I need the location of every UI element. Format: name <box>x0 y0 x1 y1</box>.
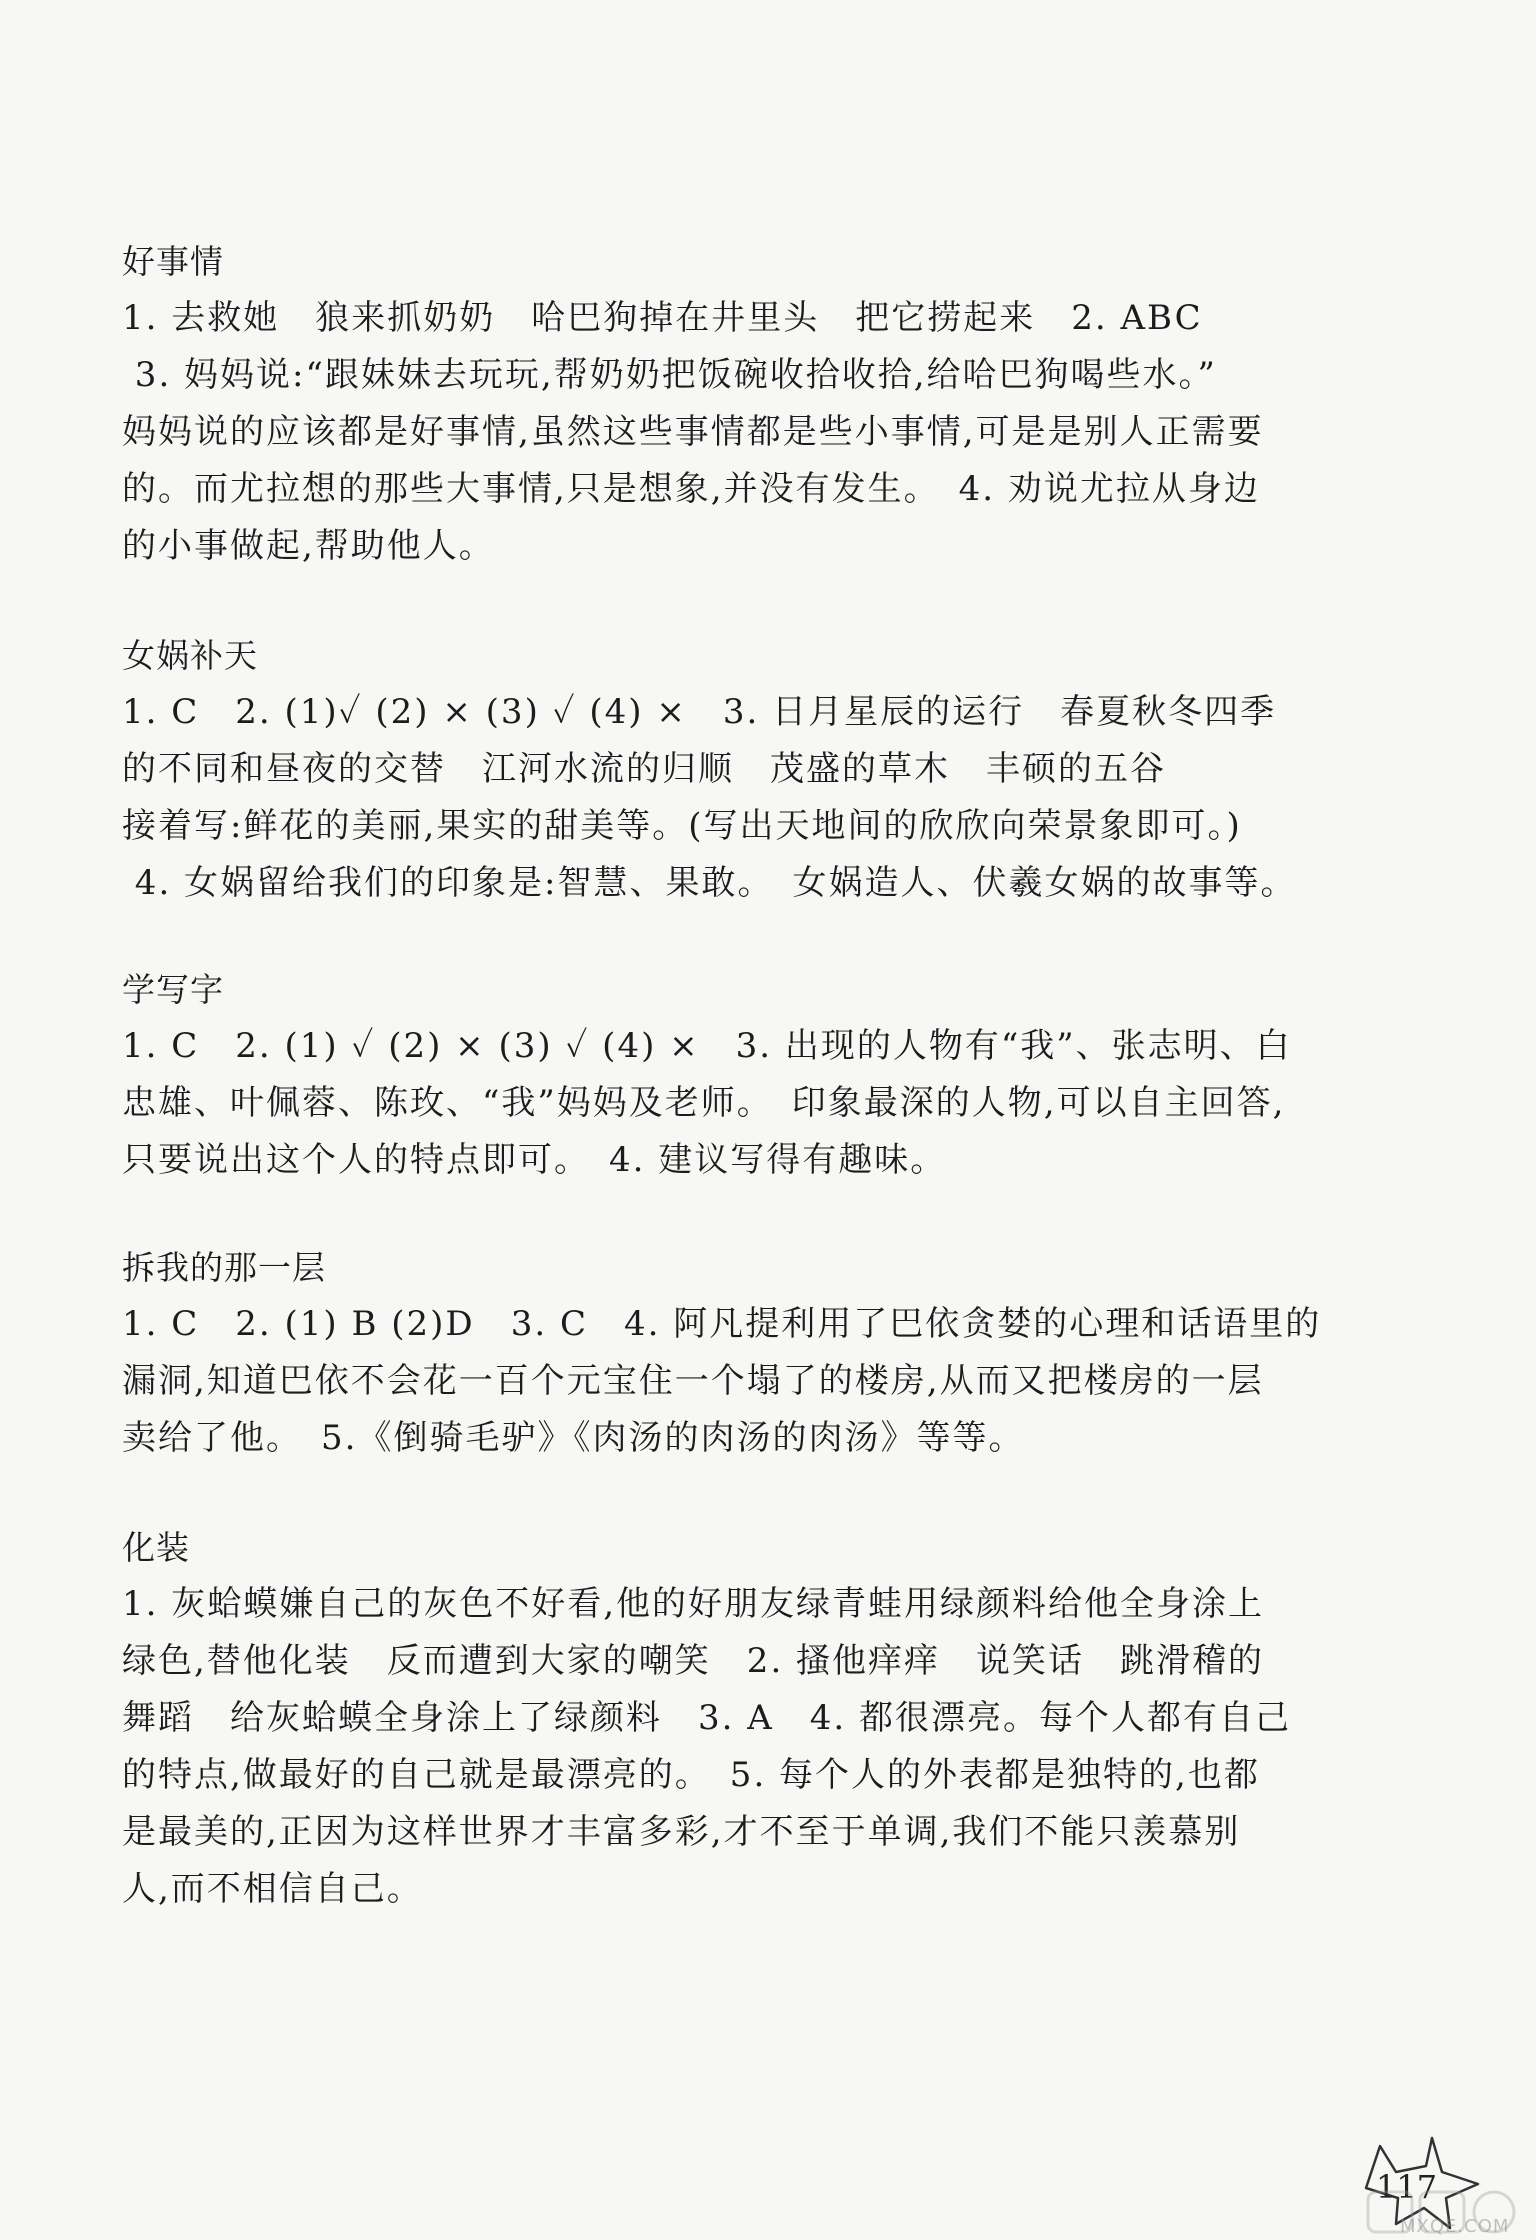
section-nvwabutian <box>122 632 1322 912</box>
answer-line: 只要说出这个人的特点即可。 4. 建议写得有趣味。 <box>122 1140 947 1180</box>
answer-line: 舞蹈 给灰蛤蟆全身涂上了绿颜料 3. A 4. 都很漂亮。每个人都有自己 <box>122 1698 1292 1738</box>
answer-line: 1. 灰蛤蟆嫌自己的灰色不好看,他的好朋友绿青蛙用绿颜料给他全身涂上 <box>122 1584 1265 1624</box>
section-chaiwodenayiceng <box>122 1244 1322 1467</box>
answer-line: 接着写:鲜花的美丽,果实的甜美等。(写出天地间的欣欣向荣景象即可。) <box>122 806 1242 846</box>
answer-line: 绿色,替他化装 反而遭到大家的嘲笑 2. 搔他痒痒 说笑话 跳滑稽的 <box>122 1641 1265 1681</box>
answer-line: 的小事做起,帮助他人。 <box>122 526 495 566</box>
answer-line: 1. C 2. (1)✓ (2) × (3) ✓ (4) × 3. 日月星辰的运行 春夏秋冬四季 <box>122 692 1277 732</box>
watermark-text: MXQE.COM <box>1400 2216 1510 2237</box>
answer-line: 的特点,做最好的自己就是最漂亮的。 5. 每个人的外表都是独特的,也都 <box>122 1755 1260 1795</box>
section-title: 化装 <box>122 1528 190 1567</box>
section-title: 好事情 <box>122 242 224 281</box>
answer-line: 3. 妈妈说:“跟妹妹去玩玩,帮奶奶把饭碗收拾收拾,给哈巴狗喝些水。” <box>122 355 1217 395</box>
answer-line: 是最美的,正因为这样世界才丰富多彩,才不至于单调,我们不能只羡慕别 <box>122 1812 1241 1852</box>
section-title: 学写字 <box>122 970 224 1009</box>
answer-line: 忠雄、叶佩蓉、陈玫、“我”妈妈及老师。 印象最深的人物,可以自主回答, <box>122 1083 1286 1123</box>
answer-line: 漏洞,知道巴依不会花一百个元宝住一个塌了的楼房,从而又把楼房的一层 <box>122 1361 1264 1401</box>
answer-line: 1. C 2. (1) B (2)D 3. C 4. 阿凡提利用了巴依贪婪的心理和话语里的 <box>122 1304 1322 1344</box>
answer-line: 的不同和昼夜的交替 江河水流的归顺 茂盛的草木 丰硕的五谷 <box>122 749 1166 789</box>
section-huazhuang <box>122 1524 1322 1918</box>
section-haoshiqing <box>122 238 1322 575</box>
page-number: 117 <box>1376 2168 1438 2206</box>
answer-line: 妈妈说的应该都是好事情,虽然这些事情都是些小事情,可是是别人正需要 <box>122 412 1264 452</box>
section-title: 女娲补天 <box>122 636 258 675</box>
answer-line: 1. C 2. (1) ✓ (2) × (3) ✓ (4) × 3. 出现的人物有“我”、张志明、白 <box>122 1026 1292 1066</box>
answer-line: 卖给了他。 5.《倒骑毛驴》《肉汤的肉汤的肉汤》等等。 <box>122 1418 1025 1458</box>
answer-line: 1. 去救她 狼来抓奶奶 哈巴狗掉在井里头 把它捞起来 2. ABC <box>122 298 1203 338</box>
answer-line: 4. 女娲留给我们的印象是:智慧、果敢。 女娲造人、伏羲女娲的故事等。 <box>122 863 1297 903</box>
answer-line: 人,而不相信自己。 <box>122 1869 423 1909</box>
section-xuexiezi <box>122 966 1322 1189</box>
section-title: 拆我的那一层 <box>122 1248 326 1287</box>
answer-line: 的。而尤拉想的那些大事情,只是想象,并没有发生。 4. 劝说尤拉从身边 <box>122 469 1260 509</box>
